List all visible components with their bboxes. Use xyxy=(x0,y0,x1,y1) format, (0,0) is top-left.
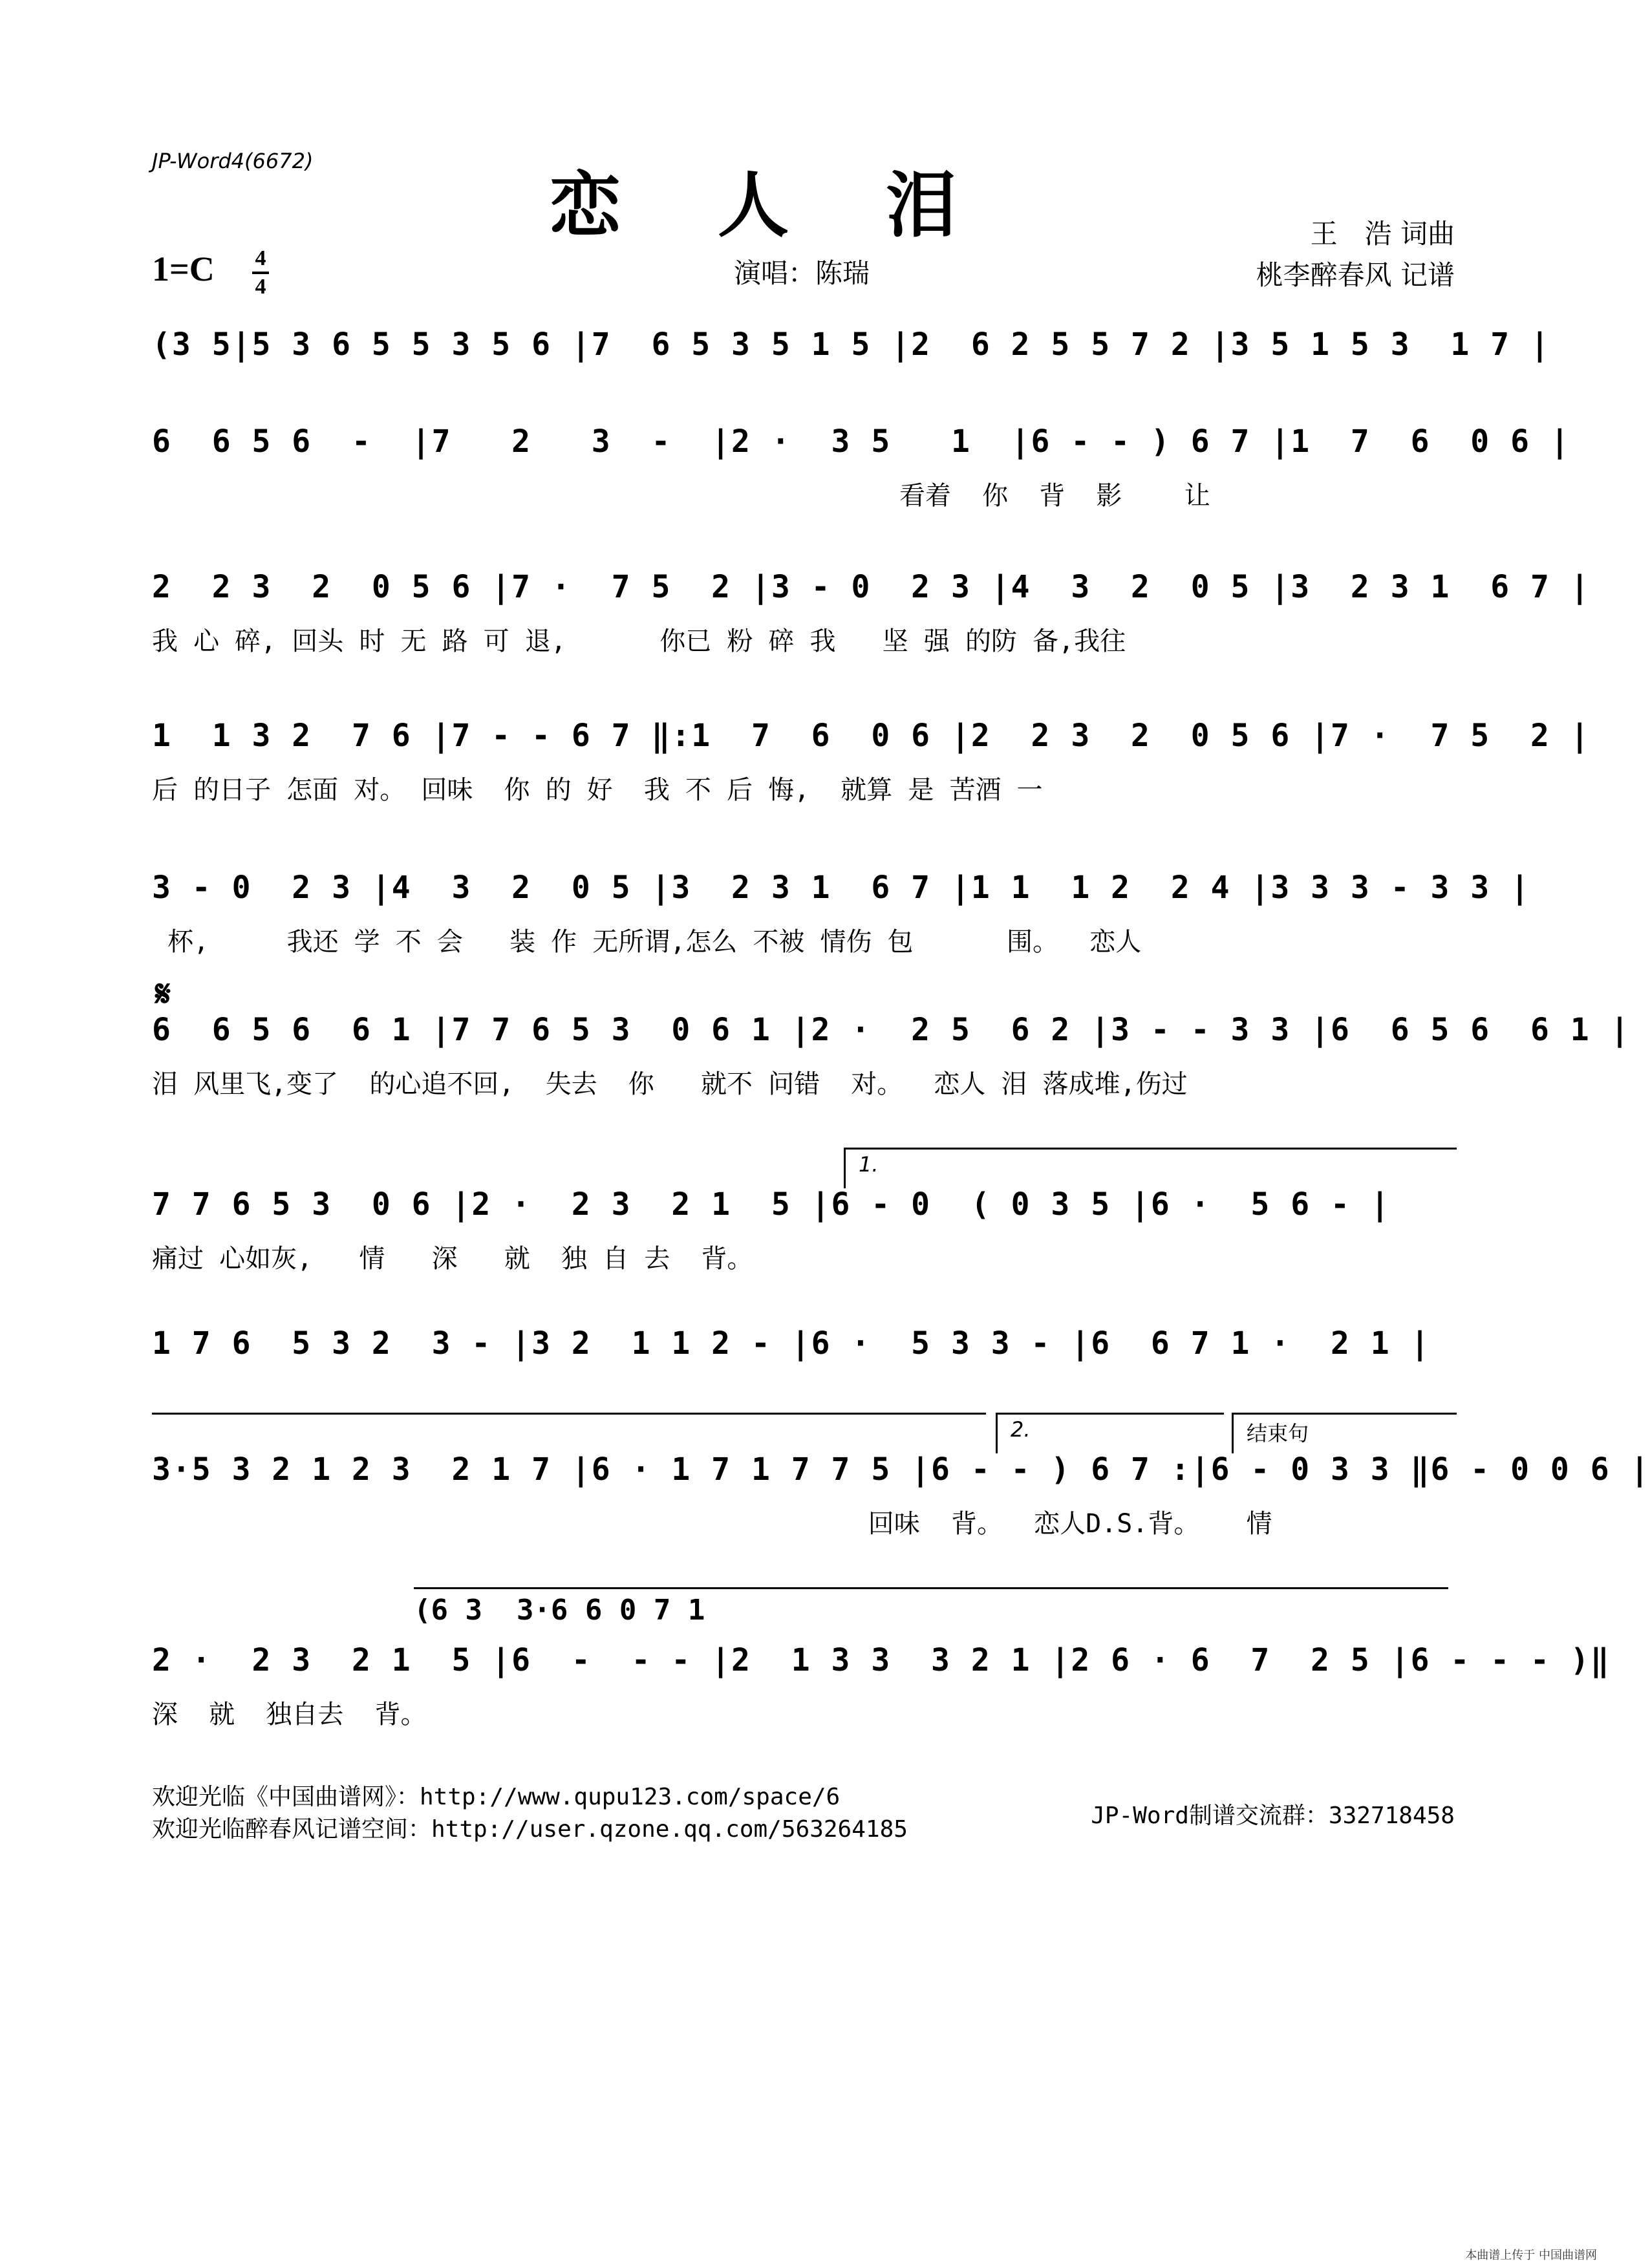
first-ending-bracket xyxy=(844,1148,1457,1188)
notes-line: 6 6 5 6 - |7 2 3 - |2 · 3 5 1 |6 - - ) 6 7 |1 7 6 0 6 | xyxy=(152,423,1570,460)
upper-voice-notes: (6 3 3·6 6 0 7 1 xyxy=(414,1594,705,1627)
lyrics-line: 杯, 我还 学 不 会 装 作 无所谓,怎么 不被 情伤 包 围。 恋人 xyxy=(152,927,1142,957)
repeat-span-line xyxy=(152,1413,986,1453)
notes-line: 1 1 3 2 7 6 |7 - - 6 7 ‖:1 7 6 0 6 |2 2 3 2 0 5 6 |7 · 7 5 2 | xyxy=(152,718,1591,754)
transcriber: 桃李醉春风 记谱 xyxy=(1256,259,1455,291)
notes-line: 1 7 6 5 3 2 3 - |3 2 1 1 2 - |6 · 5 3 3 - |6 6 7 1 · 2 1 | xyxy=(152,1325,1431,1362)
lyrics-line: 看着 你 背 影 让 xyxy=(152,481,1210,511)
coda-bracket xyxy=(1232,1413,1457,1453)
credits xyxy=(1256,213,1455,296)
key-signature: 1=C xyxy=(152,250,215,288)
lyrics-line: 深 就 独自去 背。 xyxy=(152,1700,427,1729)
footer-links xyxy=(152,1781,908,1846)
notes-line: 3·5 3 2 1 2 3 2 1 7 |6 · 1 7 1 7 7 5 |6 - - ) 6 7 :|6 - 0 3 3 ‖6 - 0 0 6 | xyxy=(152,1451,1650,1488)
notes-line: 2 · 2 3 2 1 5 |6 - - - |2 1 3 3 3 2 1 |2 6 · 6 7 2 5 |6 - - - )‖ xyxy=(152,1642,1611,1678)
lyrics-line: 痛过 心如灰, 情 深 就 独 自 去 背。 xyxy=(152,1244,753,1274)
notes-line: (3 5|5 3 6 5 5 3 5 6 |7 6 5 3 5 1 5 |2 6 2 5 5 7 2 |3 5 1 5 3 1 7 | xyxy=(152,326,1550,363)
second-ending-bracket xyxy=(996,1413,1224,1453)
lyricist-composer: 王 浩 词曲 xyxy=(1310,218,1455,250)
segno-icon: 𝄋 xyxy=(155,973,171,1015)
upload-watermark: 本曲谱上传于 中国曲谱网 xyxy=(1465,2249,1597,2262)
lyrics-line: 我 心 碎, 回头 时 无 路 可 退, 你已 粉 碎 我 坚 强 的防 备,我往 xyxy=(152,626,1126,656)
coda-label: 结束句 xyxy=(1247,1421,1309,1446)
second-ending-label: 2. xyxy=(1011,1417,1031,1442)
song-title: 恋人泪 xyxy=(550,164,1054,247)
notes-line: 2 2 3 2 0 5 6 |7 · 7 5 2 |3 - 0 2 3 |4 3 2 0 5 |3 2 3 1 6 7 | xyxy=(152,569,1591,605)
notes-line: 6 6 5 6 6 1 |7 7 6 5 3 0 6 1 |2 · 2 5 6 2 |3 - - 3 3 |6 6 5 6 6 1 | xyxy=(152,1012,1631,1048)
lyrics-line: 泪 风里飞,变了 的心追不回, 失去 你 就不 问错 对。 恋人 泪 落成堆,伤过 xyxy=(152,1069,1188,1099)
notes-line: 7 7 6 5 3 0 6 |2 · 2 3 2 1 5 |6 - 0 ( 0 3 5 |6 · 5 6 - | xyxy=(152,1186,1391,1223)
footer-link-qzone[interactable]: 欢迎光临醉春风记谱空间：http://user.qzone.qq.com/563264185 xyxy=(152,1816,908,1843)
notes-line: 3 - 0 2 3 |4 3 2 0 5 |3 2 3 1 6 7 |1 1 1 2 2 4 |3 3 3 - 3 3 | xyxy=(152,870,1530,906)
lyrics-line: 后 的日子 怎面 对。 回味 你 的 好 我 不 后 悔, 就算 是 苦酒 一 xyxy=(152,775,1043,805)
time-sig-top: 4 xyxy=(255,246,266,270)
footer-group: JP-Word制谱交流群：332718458 xyxy=(1091,1803,1455,1829)
first-ending-label: 1. xyxy=(859,1152,879,1177)
singer-credit: 演唱：陈瑞 xyxy=(733,257,870,289)
time-sig-bottom: 4 xyxy=(255,275,266,299)
lyrics-line: 回味 背。 恋人D.S.背。 情 xyxy=(152,1509,1272,1539)
software-label: JP-Word4(6672) xyxy=(152,149,314,173)
footer-link-qupu[interactable]: 欢迎光临《中国曲谱网》：http://www.qupu123.com/space/6 xyxy=(152,1784,841,1810)
